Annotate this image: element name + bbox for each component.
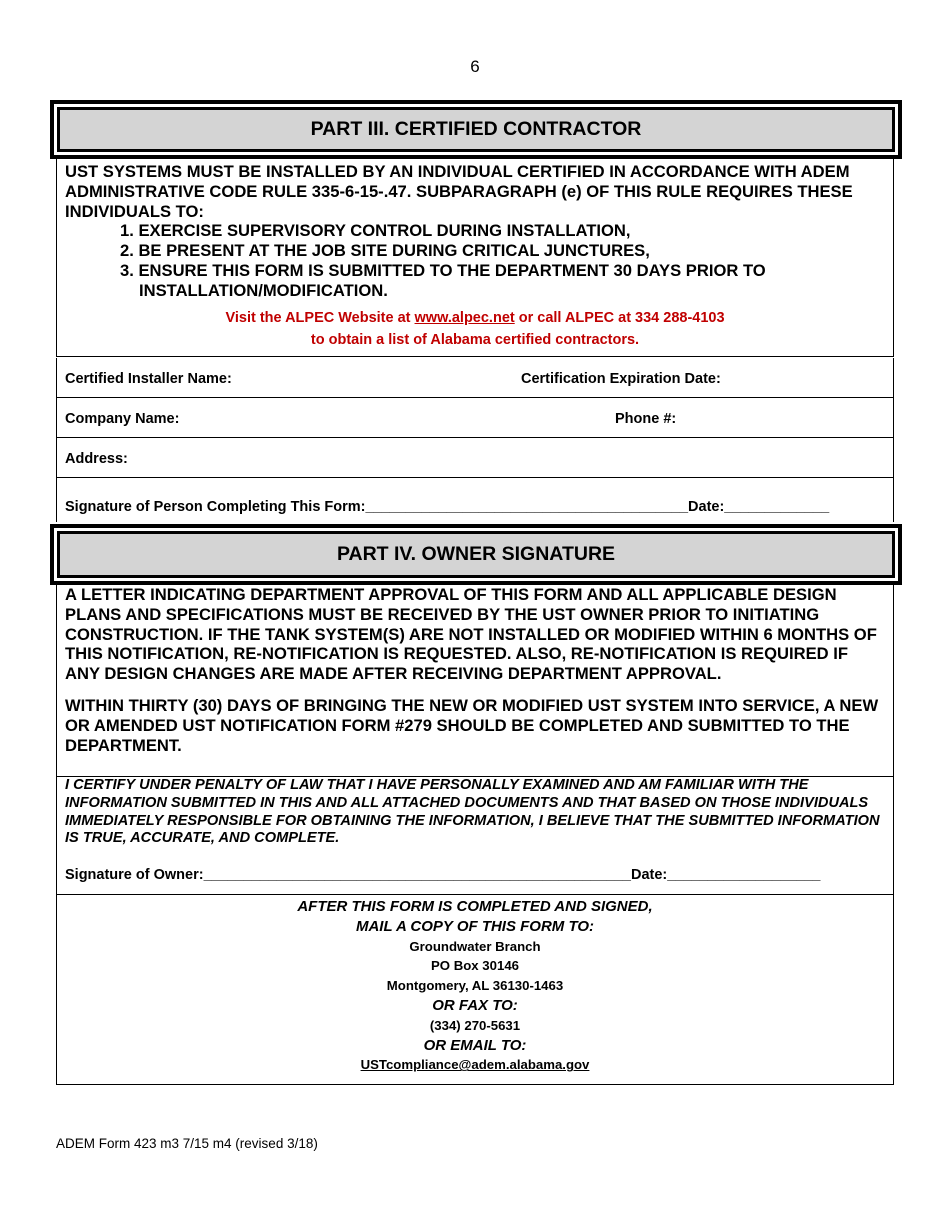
part3-title: PART III. CERTIFIED CONTRACTOR (57, 107, 895, 152)
part3-instructions (56, 159, 894, 357)
certification-section (56, 777, 894, 895)
mailing-branch: Groundwater Branch (409, 938, 541, 954)
email-link[interactable]: USTcompliance@adem.alabama.gov (360, 1057, 590, 1073)
requirement-item: 1. EXERCISE SUPERVISORY CONTROL DURING INSTALLATION, (120, 221, 631, 241)
mailing-line1: AFTER THIS FORM IS COMPLETED AND SIGNED, (297, 898, 653, 915)
approval-paragraph: A LETTER INDICATING DEPARTMENT APPROVAL OF THIS FORM AND ALL APPLICABLE DESIGN PLANS AND SPECIFICATIONS MUST BE RECEIVED BY THE UST OWNER PRIOR TO INITIATING CONSTRUCTION. IF THE TANK SYSTEM(S) ARE NOT INSTALLED OR MODIFIED WITHIN 6 MONTHS OF THIS NOTIFICATION, RE-NOTIFICATION IS REQUESTED. ALSO, RE-NOTIFICATION IS REQUIRED IF ANY DESIGN CHANGES ARE MADE AFTER RECEIVING DEPARTMENT APPROVAL. (65, 585, 877, 684)
requirements-list (57, 221, 893, 300)
alpec-link[interactable]: www.alpec.net (414, 309, 515, 326)
address-label: Address: (65, 451, 128, 467)
part4-header (50, 524, 902, 585)
form-footer: ADEM Form 423 m3 7/15 m4 (revised 3/18) (56, 1136, 318, 1151)
certification-statement: I CERTIFY UNDER PENALTY OF LAW THAT I HAVE PERSONALLY EXAMINED AND AM FAMILIAR WITH THE INFORMATION SUBMITTED IN THIS AND ALL ATTACHED DOCUMENTS AND THAT BASED ON THOSE INDIVIDUALS IMMEDIATELY RESPONSIBLE FOR OBTAINING THE INFORMATION, I BELIEVE THAT THE SUBMITTED INFORMATION IS TRUE, ACCURATE, AND COMPLETE. (65, 777, 880, 847)
email-label: OR EMAIL TO: (423, 1036, 527, 1054)
mailing-line2: MAIL A COPY OF THIS FORM TO: (355, 917, 595, 935)
alpec-notice (57, 307, 893, 351)
form-signature-line: Signature of Person Completing This Form:________________________________________Date:_____________ (65, 499, 830, 515)
expiration-date-label: Certification Expiration Date: (521, 371, 721, 387)
part3-header (50, 100, 902, 159)
page-number: 6 (470, 57, 480, 76)
fax-number: (334) 270-5631 (429, 1017, 521, 1033)
requirement-item: 2. BE PRESENT AT THE JOB SITE DURING CRITICAL JUNCTURES, (120, 241, 650, 261)
installer-row[interactable] (56, 358, 894, 398)
phone-label: Phone #: (615, 411, 677, 427)
notification-paragraph: WITHIN THIRTY (30) DAYS OF BRINGING THE NEW OR MODIFIED UST SYSTEM INTO SERVICE, A NEW OR AMENDED UST NOTIFICATION FORM #279 SHOULD BE COMPLETED AND SUBMITTED TO THE DEPARTMENT. (65, 695, 879, 755)
part4-title: PART IV. OWNER SIGNATURE (57, 531, 895, 578)
mailing-po-box: PO Box 30146 (431, 958, 519, 974)
mailing-city: Montgomery, AL 36130-1463 (386, 978, 564, 994)
part3-intro: UST SYSTEMS MUST BE INSTALLED BY AN INDIVIDUAL CERTIFIED IN ACCORDANCE WITH ADEM ADMINISTRATIVE CODE RULE 335-6-15-.47. SUBPARAGRAPH (e) OF THIS RULE REQUIRES THESE INDIVIDUALS TO: (65, 162, 853, 221)
fax-label: OR FAX TO: (432, 996, 518, 1014)
company-row[interactable] (56, 398, 894, 438)
address-row[interactable] (56, 438, 894, 478)
alpec-visit-suffix: or call ALPEC at 334 288-4103 (514, 309, 725, 326)
part4-instructions (56, 585, 894, 777)
installer-name-label: Certified Installer Name: (65, 371, 232, 387)
requirement-item: 3. ENSURE THIS FORM IS SUBMITTED TO THE DEPARTMENT 30 DAYS PRIOR TO INSTALLATION/MODIFICATION. (120, 260, 766, 300)
mailing-section (56, 895, 894, 1085)
company-name-label: Company Name: (65, 411, 180, 427)
alpec-visit-line2: to obtain a list of Alabama certified contractors. (310, 331, 640, 348)
alpec-visit-prefix: Visit the ALPEC Website at (225, 309, 415, 326)
signature-row[interactable] (56, 478, 894, 522)
owner-signature-line[interactable]: Signature of Owner:_____________________________________________________Date:___________________ (65, 867, 821, 883)
